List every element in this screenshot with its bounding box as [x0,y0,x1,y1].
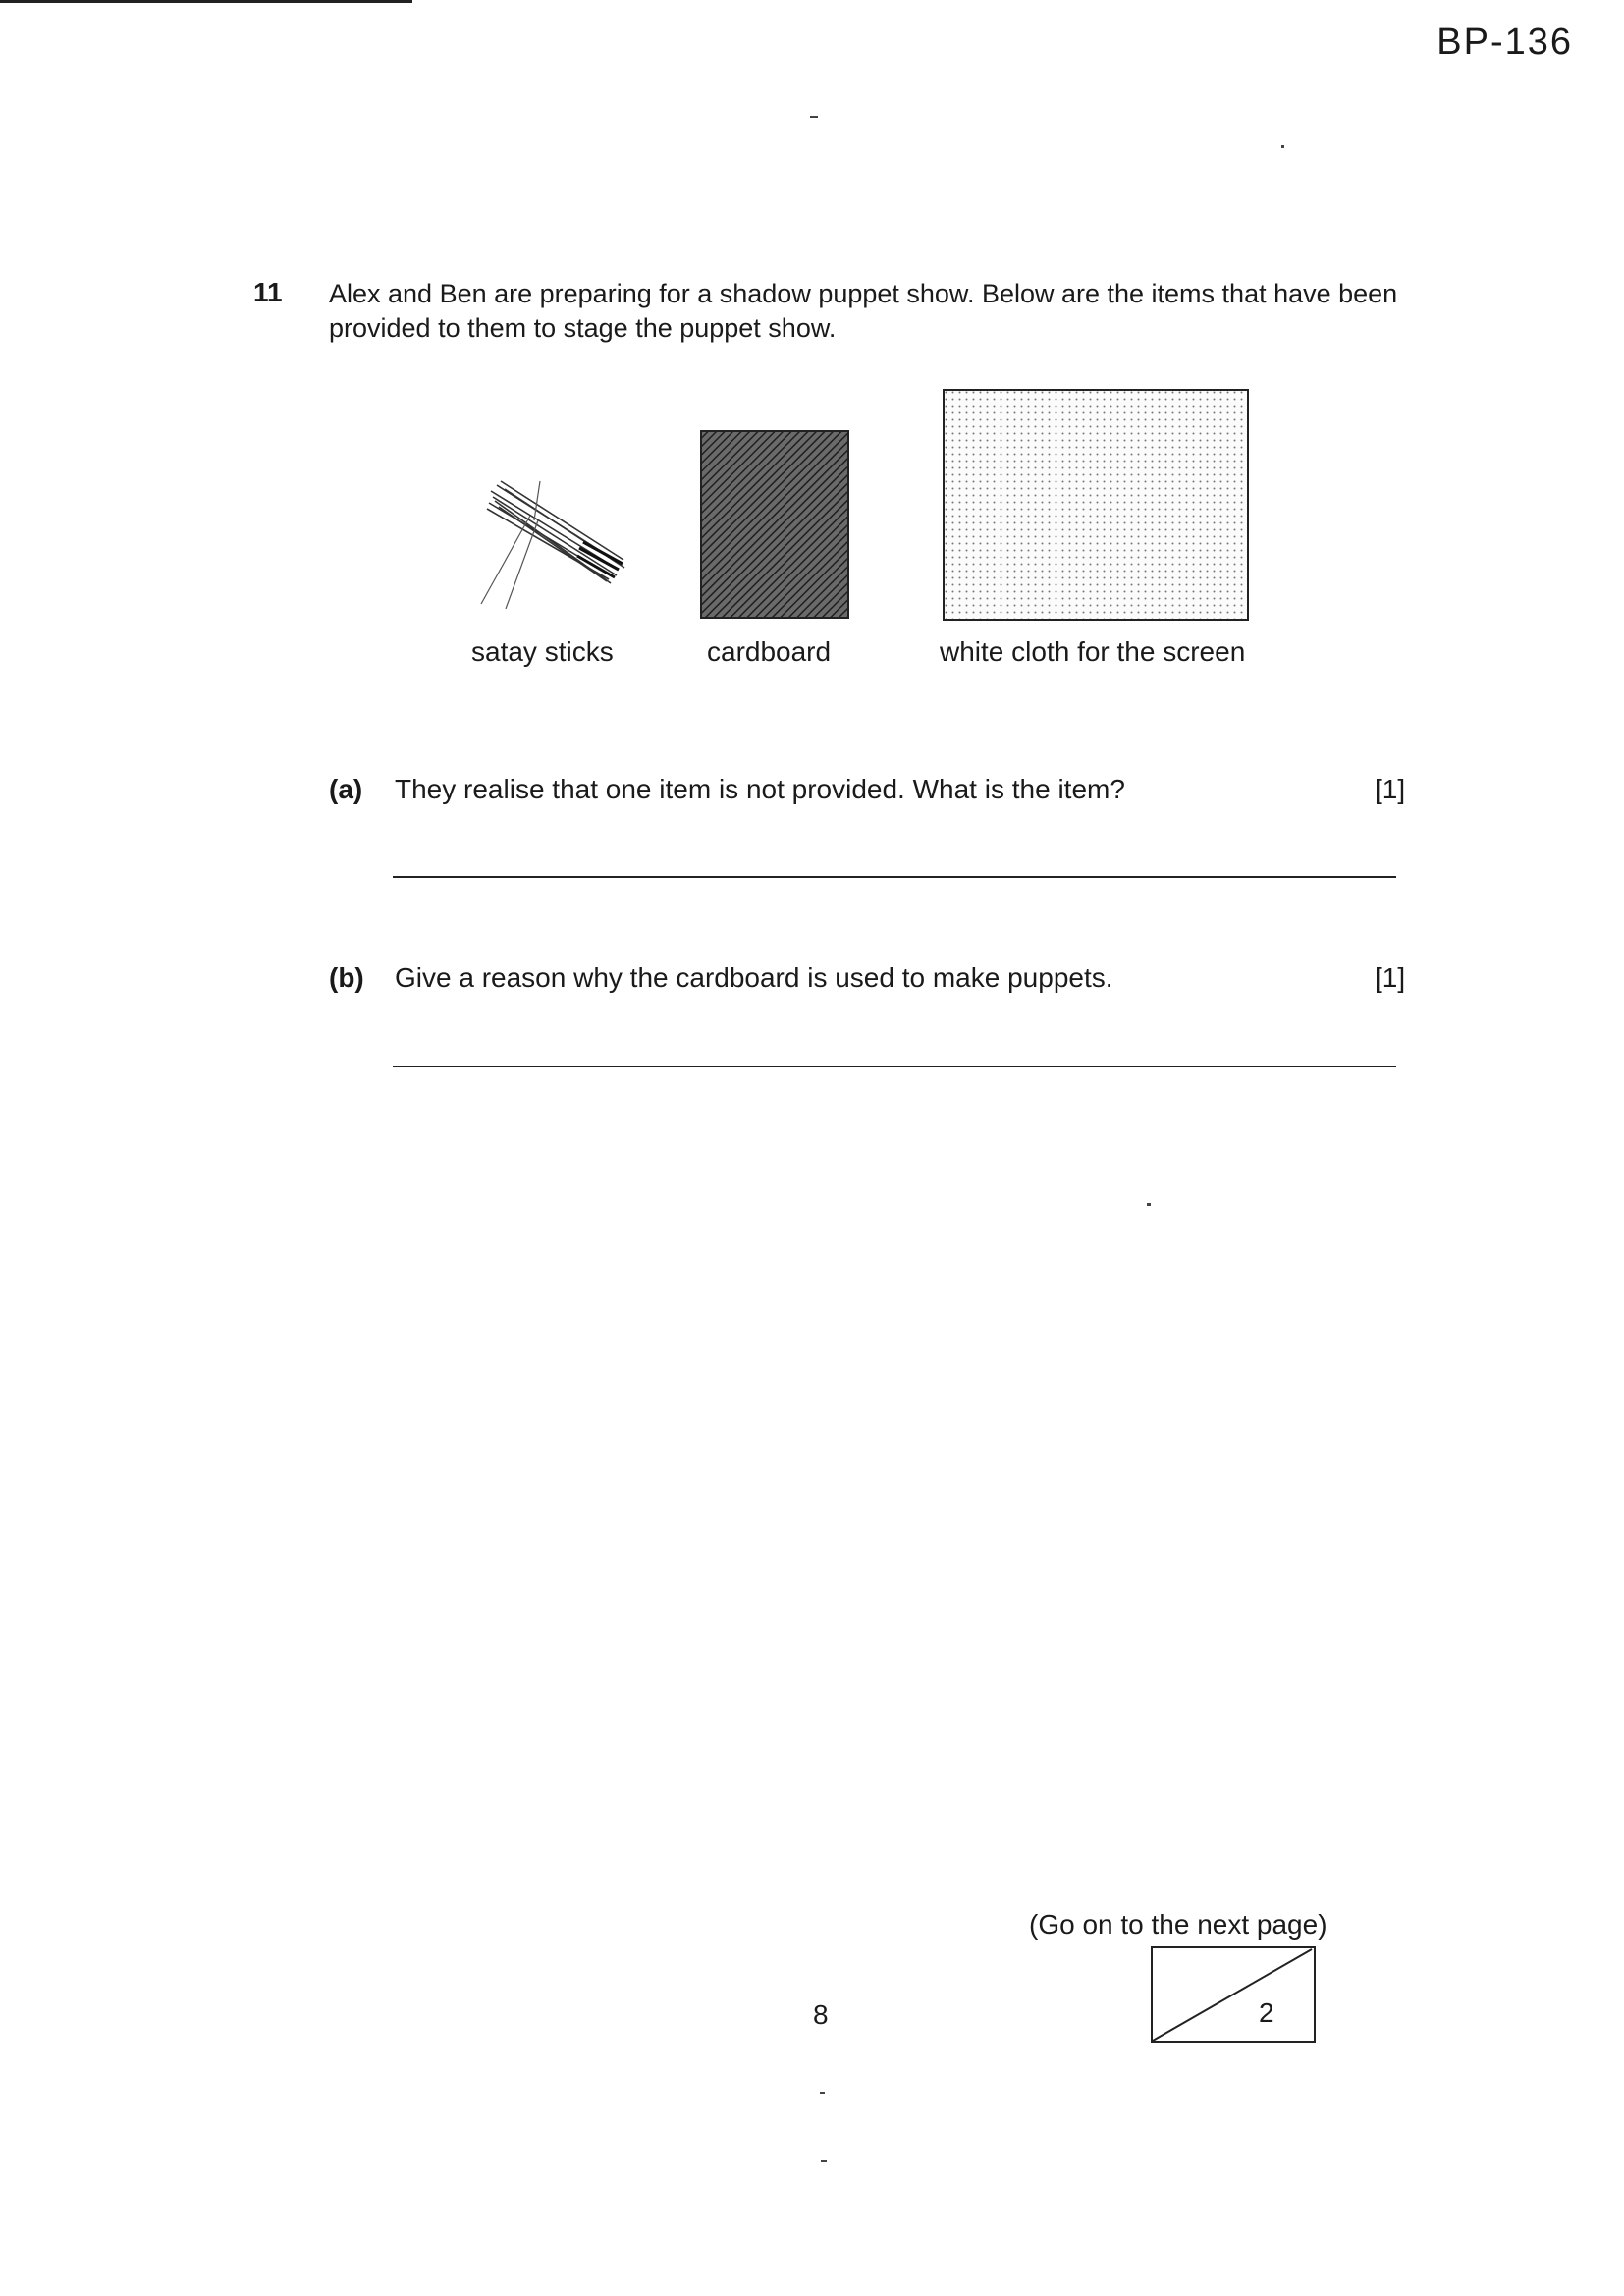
figure-label-white-cloth: white cloth for the screen [940,636,1246,667]
question-stem: Alex and Ben are preparing for a shadow puppet show. Below are the items that have been provided to them to stage the puppet show. [329,279,1398,343]
items-figure [461,383,1267,678]
scan-speck [810,116,818,118]
part-b-label: (b) [329,962,364,993]
satay-sticks-icon [461,462,638,609]
page-number: 8 [813,1999,829,2030]
scan-speck [821,2160,827,2162]
score-box-value: 2 [1259,1997,1274,2028]
figure-label-satay-sticks: satay sticks [471,636,614,667]
question-number: 11 [253,277,283,307]
cloth-screen-icon [943,389,1249,621]
part-b-marks: [1] [1375,962,1406,993]
answer-line-a[interactable] [393,876,1396,878]
part-a-marks: [1] [1375,774,1406,804]
part-a-text: They realise that one item is not provided. What is the item? [395,774,1125,804]
figure-label-cardboard: cardboard [707,636,832,667]
cardboard-icon [700,430,849,619]
scan-speck [1281,145,1284,148]
scan-speck [820,2092,825,2094]
part-a-label: (a) [329,774,363,804]
score-box [1151,1946,1316,2043]
go-on-text: (Go on to the next page) [1029,1909,1327,1940]
scan-speck [1147,1203,1151,1206]
score-box-frame [1151,1946,1316,2043]
answer-line-b[interactable] [393,1066,1396,1067]
paper-code: BP-136 [1436,22,1573,63]
top-rule [0,0,412,3]
part-b-text: Give a reason why the cardboard is used to make puppets. [395,962,1113,993]
